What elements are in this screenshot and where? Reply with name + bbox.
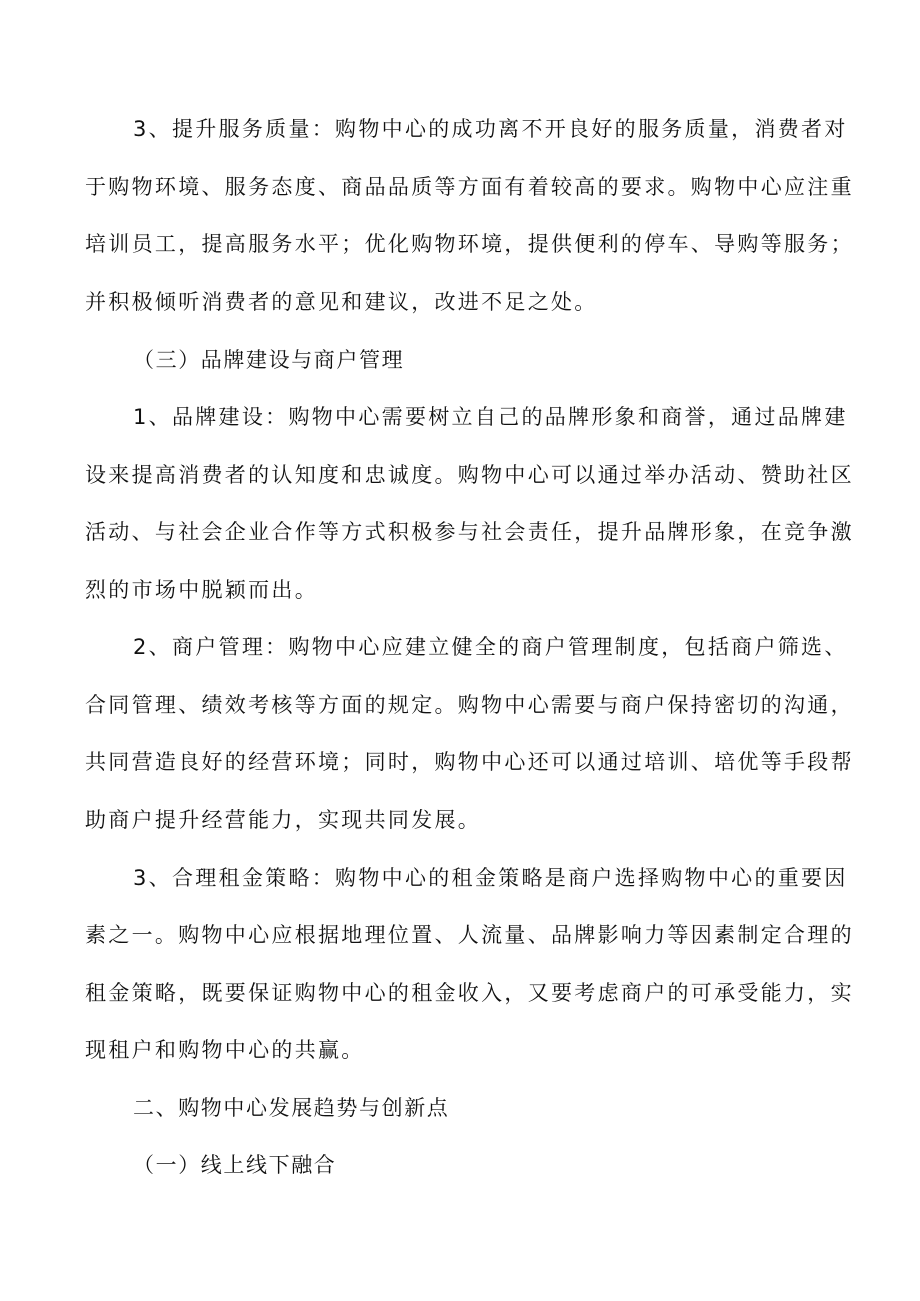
paragraph-line: 现租户和购物中心的共赢。 xyxy=(85,1038,365,1062)
paragraph-line: 租金策略，既要保证购物中心的租金收入，又要考虑商户的可承受能力，实 xyxy=(85,981,854,1005)
subsection-heading: （一）线上线下融合 xyxy=(133,1153,337,1177)
section-heading: 二、购物中心发展趋势与创新点 xyxy=(133,1096,450,1120)
paragraph-line: 活动、与社会企业合作等方式积极参与社会责任，提升品牌形象，在竞争激 xyxy=(85,520,854,544)
paragraph-line: 并积极倾听消费者的意见和建议，改进不足之处。 xyxy=(85,290,598,314)
paragraph-line: 助商户提升经营能力，实现共同发展。 xyxy=(85,808,482,832)
paragraph-line: 设来提高消费者的认知度和忠诚度。购物中心可以通过举办活动、赞助社区 xyxy=(85,463,854,487)
paragraph-line: 3、提升服务质量：购物中心的成功离不开良好的服务质量，消费者对 xyxy=(133,117,848,141)
paragraph-line: 3、合理租金策略：购物中心的租金策略是商户选择购物中心的重要因 xyxy=(133,866,848,890)
paragraph-line: 共同营造良好的经营环境；同时，购物中心还可以通过培训、培优等手段帮 xyxy=(85,750,854,774)
paragraph-line: 1、品牌建设：购物中心需要树立自己的品牌形象和商誉，通过品牌建 xyxy=(133,405,848,429)
paragraph-line: 素之一。购物中心应根据地理位置、人流量、品牌影响力等因素制定合理的 xyxy=(85,923,854,947)
paragraph-line: 于购物环境、服务态度、商品品质等方面有着较高的要求。购物中心应注重 xyxy=(85,175,854,199)
paragraph-line: 合同管理、绩效考核等方面的规定。购物中心需要与商户保持密切的沟通， xyxy=(85,693,854,717)
paragraph-line: 烈的市场中脱颖而出。 xyxy=(85,578,318,602)
section-heading: （三）品牌建设与商户管理 xyxy=(133,348,405,372)
paragraph-line: 2、商户管理：购物中心应建立健全的商户管理制度，包括商户筛选、 xyxy=(133,635,848,659)
paragraph-line: 培训员工，提高服务水平；优化购物环境，提供便利的停车、导购等服务； xyxy=(85,232,854,256)
